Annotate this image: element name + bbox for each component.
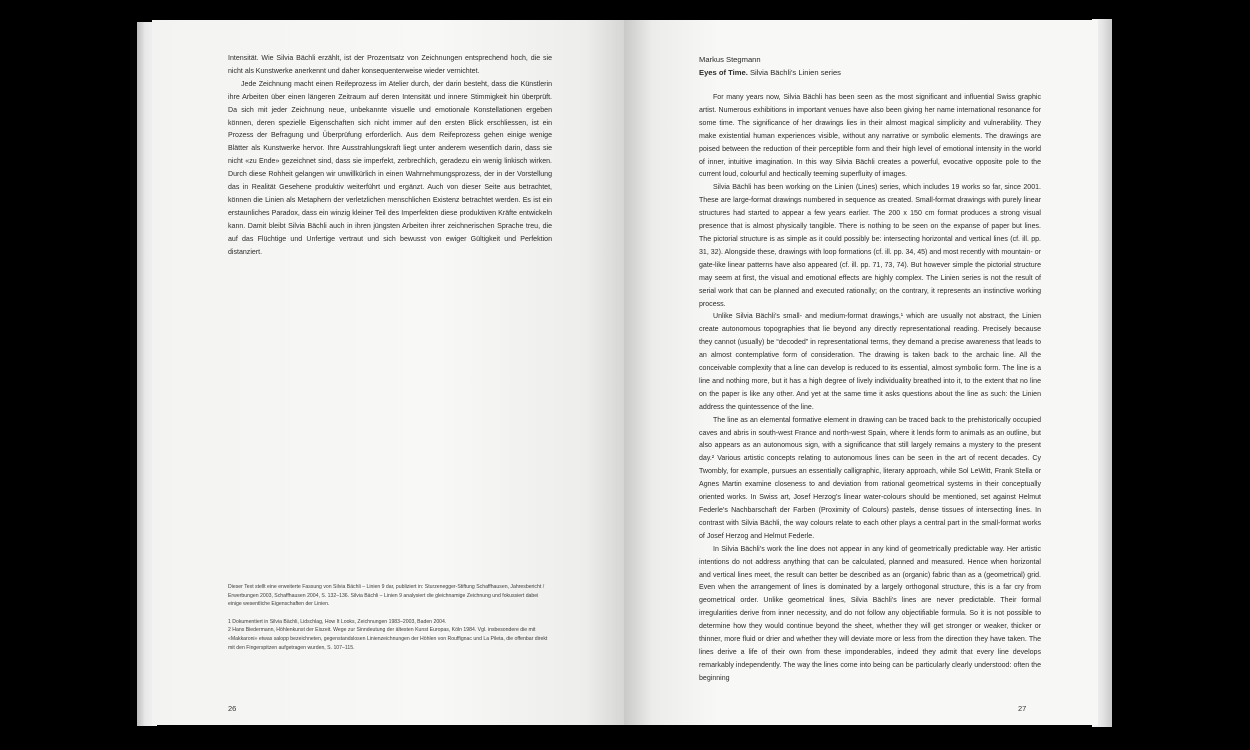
left-paragraph-1: Intensität. Wie Silvia Bächli erzählt, ist der Prozentsatz von Zeichnungen entsprechend hoch, die sie nicht als Kunstwerke anerkennt und daher konsequenterweise wieder vernichtet. xyxy=(228,55,552,75)
left-page xyxy=(152,20,624,725)
right-page xyxy=(624,20,1098,725)
page-number-left: 26 xyxy=(228,704,237,713)
right-body-text xyxy=(699,92,1041,686)
right-paragraph-3: Unlike Silvia Bächli’s small- and medium-format drawings,¹ which are usually not abstract, the Linien create autonomous topographies that lie beyond any directly representational reading. Precisely because they cannot (usually) be “decoded” in representational terms, they demand a precise awareness that leads to an almost contemplative form of consideration. The drawing is taken back to the archaic line. All the conceivable complexity that a line can develop is reduced to its essential, almost symbolic form. The line is a line and nothing more, but it has a high degree of lively individuality breathed into it, to the extent that no line on the paper is like any other. And yet at the same time it asks questions about the line as such: the Linien address the quintessence of the line. xyxy=(699,313,1041,411)
article-title-bold: Eyes of Time. xyxy=(699,68,748,77)
author-name: Markus Stegmann xyxy=(699,55,761,64)
left-paragraph-2: Jede Zeichnung macht einen Reifeprozess im Atelier durch, der darin besteht, dass die Künstlerin ihre Arbeiten über einen längeren Zeitraum auf deren Intensität und innere Stimmigkeit hin überprüft. Da sich mit jeder Zeichnung neue, unbekannte visuelle und emotionale Konstellationen ergeben können, deren spezielle Eigenschaften sich nicht immer auf den ersten Blick erschliessen, ist ein Prozess der Befragung und Überprüfung erforderlich. Aus dem Reifeprozess gehen einige wenige Blätter als Kunstwerke hervor. Ihre Ausstrahlungskraft liegt unter anderem wesentlich darin, dass sie nicht «zu Ende» gezeichnet sind, dass sie imperfekt, zerbrechlich, geradezu ein wenig linkisch wirken. Durch diese Rohheit gelangen wir unwillkürlich in einen Wahrnehmungsprozess, der in der Vorstellung das in Realität Gesehene produktiv weiterführt und ergänzt. Auch von dieser Seite aus betrachtet, können die Linien als Metaphern der verletzlichen menschlichen Existenz betrachtet werden. Es ist ein erstaunliches Paradox, dass ein winzig kleiner Teil des Imperfekten diese produktiven Kräfte entwickeln kann. Damit bleibt Silvia Bächli auch in ihren jüngsten Arbeiten ihrer zeichnerischen Sprache treu, die auf das Flüchtige und Unfertige vertraut und sich bewusst von ewiger Gültigkeit und Perfektion distanziert. xyxy=(228,80,552,256)
article-title-rest: Silvia Bächli’s Linien series xyxy=(747,68,841,77)
right-paragraph-5: In Silvia Bächli’s work the line does not appear in any kind of geometrically predictable way. Her artistic intentions do not address anything that can be calculated, planned and measured. Hence when horizontal and vertical lines meet, the result can better be described as an (organic) fabric than as a (geometrical) grid. Even when the arrangement of lines is dominated by a largely orthogonal structure, this is a far cry from geometrical order. Unlike geometrical lines, Silvia Bächli’s lines are never predictable. Their formal irregularities derive from inner necessity, and do not follow any objectifiable formula. So it is not possible to determine how they would continue beyond the sheet, whether they will get stronger or weaker, thicker or thinner, more fluid or drier and whether they will deviate more or less from the direction they have taken. The lines derive a life of their own from these imponderables, indeed they admit that every line develops remarkably independently. The way the lines come into being can be particularly clearly understood: often the beginning xyxy=(699,545,1041,682)
footnote-1: 1 Dokumentiert in Silvia Bächli, Lidschlag, How It Looks, Zeichnungen 1983–2003, Baden 2004. xyxy=(228,618,447,625)
article-title xyxy=(699,68,841,77)
right-paragraph-2: Silvia Bächli has been working on the Linien (Lines) series, which includes 19 works so far, since 2001. These are large-format drawings numbered in sequence as created. Small-format drawings with purely linear structures had started to appear a few years earlier. The 200 x 150 cm format produces a strong visual presence that is almost physically tangible. There is nothing to be seen on the expanse of paper but lines. The pictorial structure is as simple as it could possibly be: intersecting horizontal and vertical lines (cf. ill. pp. 31, 32). Alongside these, drawings with loop formations (cf. ill. pp. 34, 45) and most recently with mountain- or gate-like linear patterns have also appeared (cf. ill. pp. 71, 73, 74). But however simple the pictorial structure may seem at first, the visual and emotional effects are highly complex. The Linien series is not the result of serial work that can be planned and executed rationally; on the contrary, it represents an instinctive working process. xyxy=(699,184,1041,308)
footnotes xyxy=(228,583,548,657)
right-paragraph-1: For many years now, Silvia Bächli has been seen as the most significant and influential Swiss graphic artist. Numerous exhibitions in important venues have also been giving her name international resonance for some time. The significance of her drawings lies in their almost magical simplicity and vulnerability. They make existential human experiences visible, without any narrative or symbolic elements. The drawings are poised between the reduction of their perceptible form and their high level of emotional intensity in the world of inner, intuitive imagination. In this way Silvia Bächli creates a powerful, evocative opposite pole to the current loud, colourful and hectically teeming superfluity of images. xyxy=(699,94,1041,179)
footnote-2: 2 Hans Biedermann, Höhlenkunst der Eiszeit. Wege zur Sinndeutung der ältesten Kunst Europas, Köln 1984. Vgl. insbesondere die mit «Makkaroni» etwas salopp bezeichneten, gegenstandslosen Linienzeichnungen der Höhlen von Rouffignac und La Pileta, die offenbar direkt mit den Fingerspitzen aufgetragen wurden, S. 107–115. xyxy=(228,627,548,651)
footnote-intro: Dieser Text stellt eine erweiterte Fassung von Silvia Bächli – Linien 9 dar, publiziert in: Sturzenegger-Stiftung Schaffhausen, Jahresbericht / Erwerbungen 2003, Schaffhausen 2004, S. 132–136. Silvia Bächli – Linien 9 analysiert die gleichnamige Zeichnung und fokussiert dabei einige wesentliche Eigenschaften der Linien. xyxy=(228,584,545,608)
page-number-right: 27 xyxy=(1018,704,1027,713)
left-body-text xyxy=(228,53,552,260)
right-paragraph-4: The line as an elemental formative element in drawing can be traced back to the prehistorically occupied caves and abris in south-west France and north-west Spain, where it lends form to animals as an outline, but also appears as an autonomous sign, with a significance that still largely remains a mystery to the present day.² Various artistic concepts relating to autonomous lines can be seen in the art of recent decades. Cy Twombly, for example, pursues an essentially calligraphic, literary approach, while Sol LeWitt, Frank Stella or Agnes Martin examine closeness to and deviation from rational geometrical systems in their conceptually oriented works. In Swiss art, Josef Herzog’s linear water-colours should be mentioned, set against Helmut Federle’s Nachbarschaft der Farben (Proximity of Colours) pastels, dense tissues of intersecting lines. In contrast with Silvia Bächli, the way colours relate to each other plays a central part in the small-format works of Josef Herzog and Helmut Federle. xyxy=(699,416,1041,540)
